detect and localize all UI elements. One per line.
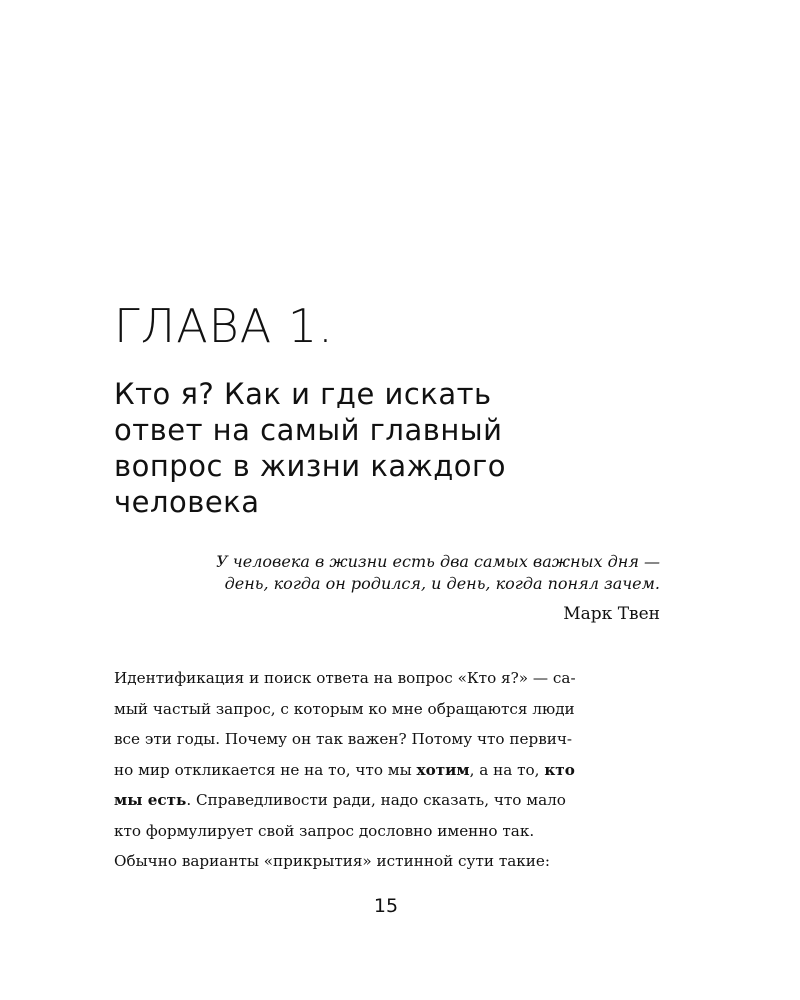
- body-line: [114, 694, 660, 725]
- body-text-segment: , а на то,: [469, 760, 545, 779]
- epigraph-line: день, когда он родился, и день, когда понял зачем.: [224, 574, 660, 593]
- body-text-group: [114, 755, 575, 786]
- epigraph: [150, 551, 660, 625]
- body-line: [114, 663, 660, 694]
- body-line: [114, 724, 660, 755]
- body-text-segment: Идентификация и поиск ответа на вопрос «Кто я?» — са-: [114, 669, 576, 687]
- emphasis-text: хотим: [416, 760, 470, 779]
- chapter-title-line: Кто я? Как и где искать: [114, 377, 492, 411]
- page-number: 15: [373, 895, 399, 917]
- body-line: [114, 755, 660, 786]
- body-line: [114, 846, 660, 877]
- body-paragraph: [114, 663, 660, 877]
- emphasis-text: кто: [544, 760, 575, 779]
- epigraph-line: У человека в жизни есть два самых важных дня —: [216, 552, 660, 571]
- body-text-segment: кто формулирует свой запрос дословно именно так.: [114, 821, 535, 840]
- body-text-segment: Обычно варианты «прикрытия» истинной сути такие:: [114, 852, 551, 870]
- body-text-segment: все эти годы. Почему он так важен? Потому что первич-: [114, 730, 573, 748]
- emphasis-text: мы есть: [114, 791, 187, 809]
- chapter-title-line: человека: [114, 485, 260, 519]
- epigraph-author: Марк Твен: [563, 604, 660, 624]
- body-line: [114, 816, 660, 847]
- body-text-segment: мый частый запрос, с которым ко мне обращаются люди: [114, 699, 575, 718]
- body-line: [114, 785, 660, 816]
- body-text-group: [114, 785, 566, 816]
- body-text-segment: . Справедливости ради, надо сказать, что мало: [186, 791, 566, 809]
- chapter-title: [114, 376, 674, 520]
- chapter-title-line: вопрос в жизни каждого: [114, 449, 507, 483]
- body-text-segment: но мир откликается не на то, что мы: [114, 760, 417, 779]
- chapter-label: ГЛАВА 1.: [114, 299, 334, 353]
- chapter-title-line: ответ на самый главный: [114, 413, 503, 447]
